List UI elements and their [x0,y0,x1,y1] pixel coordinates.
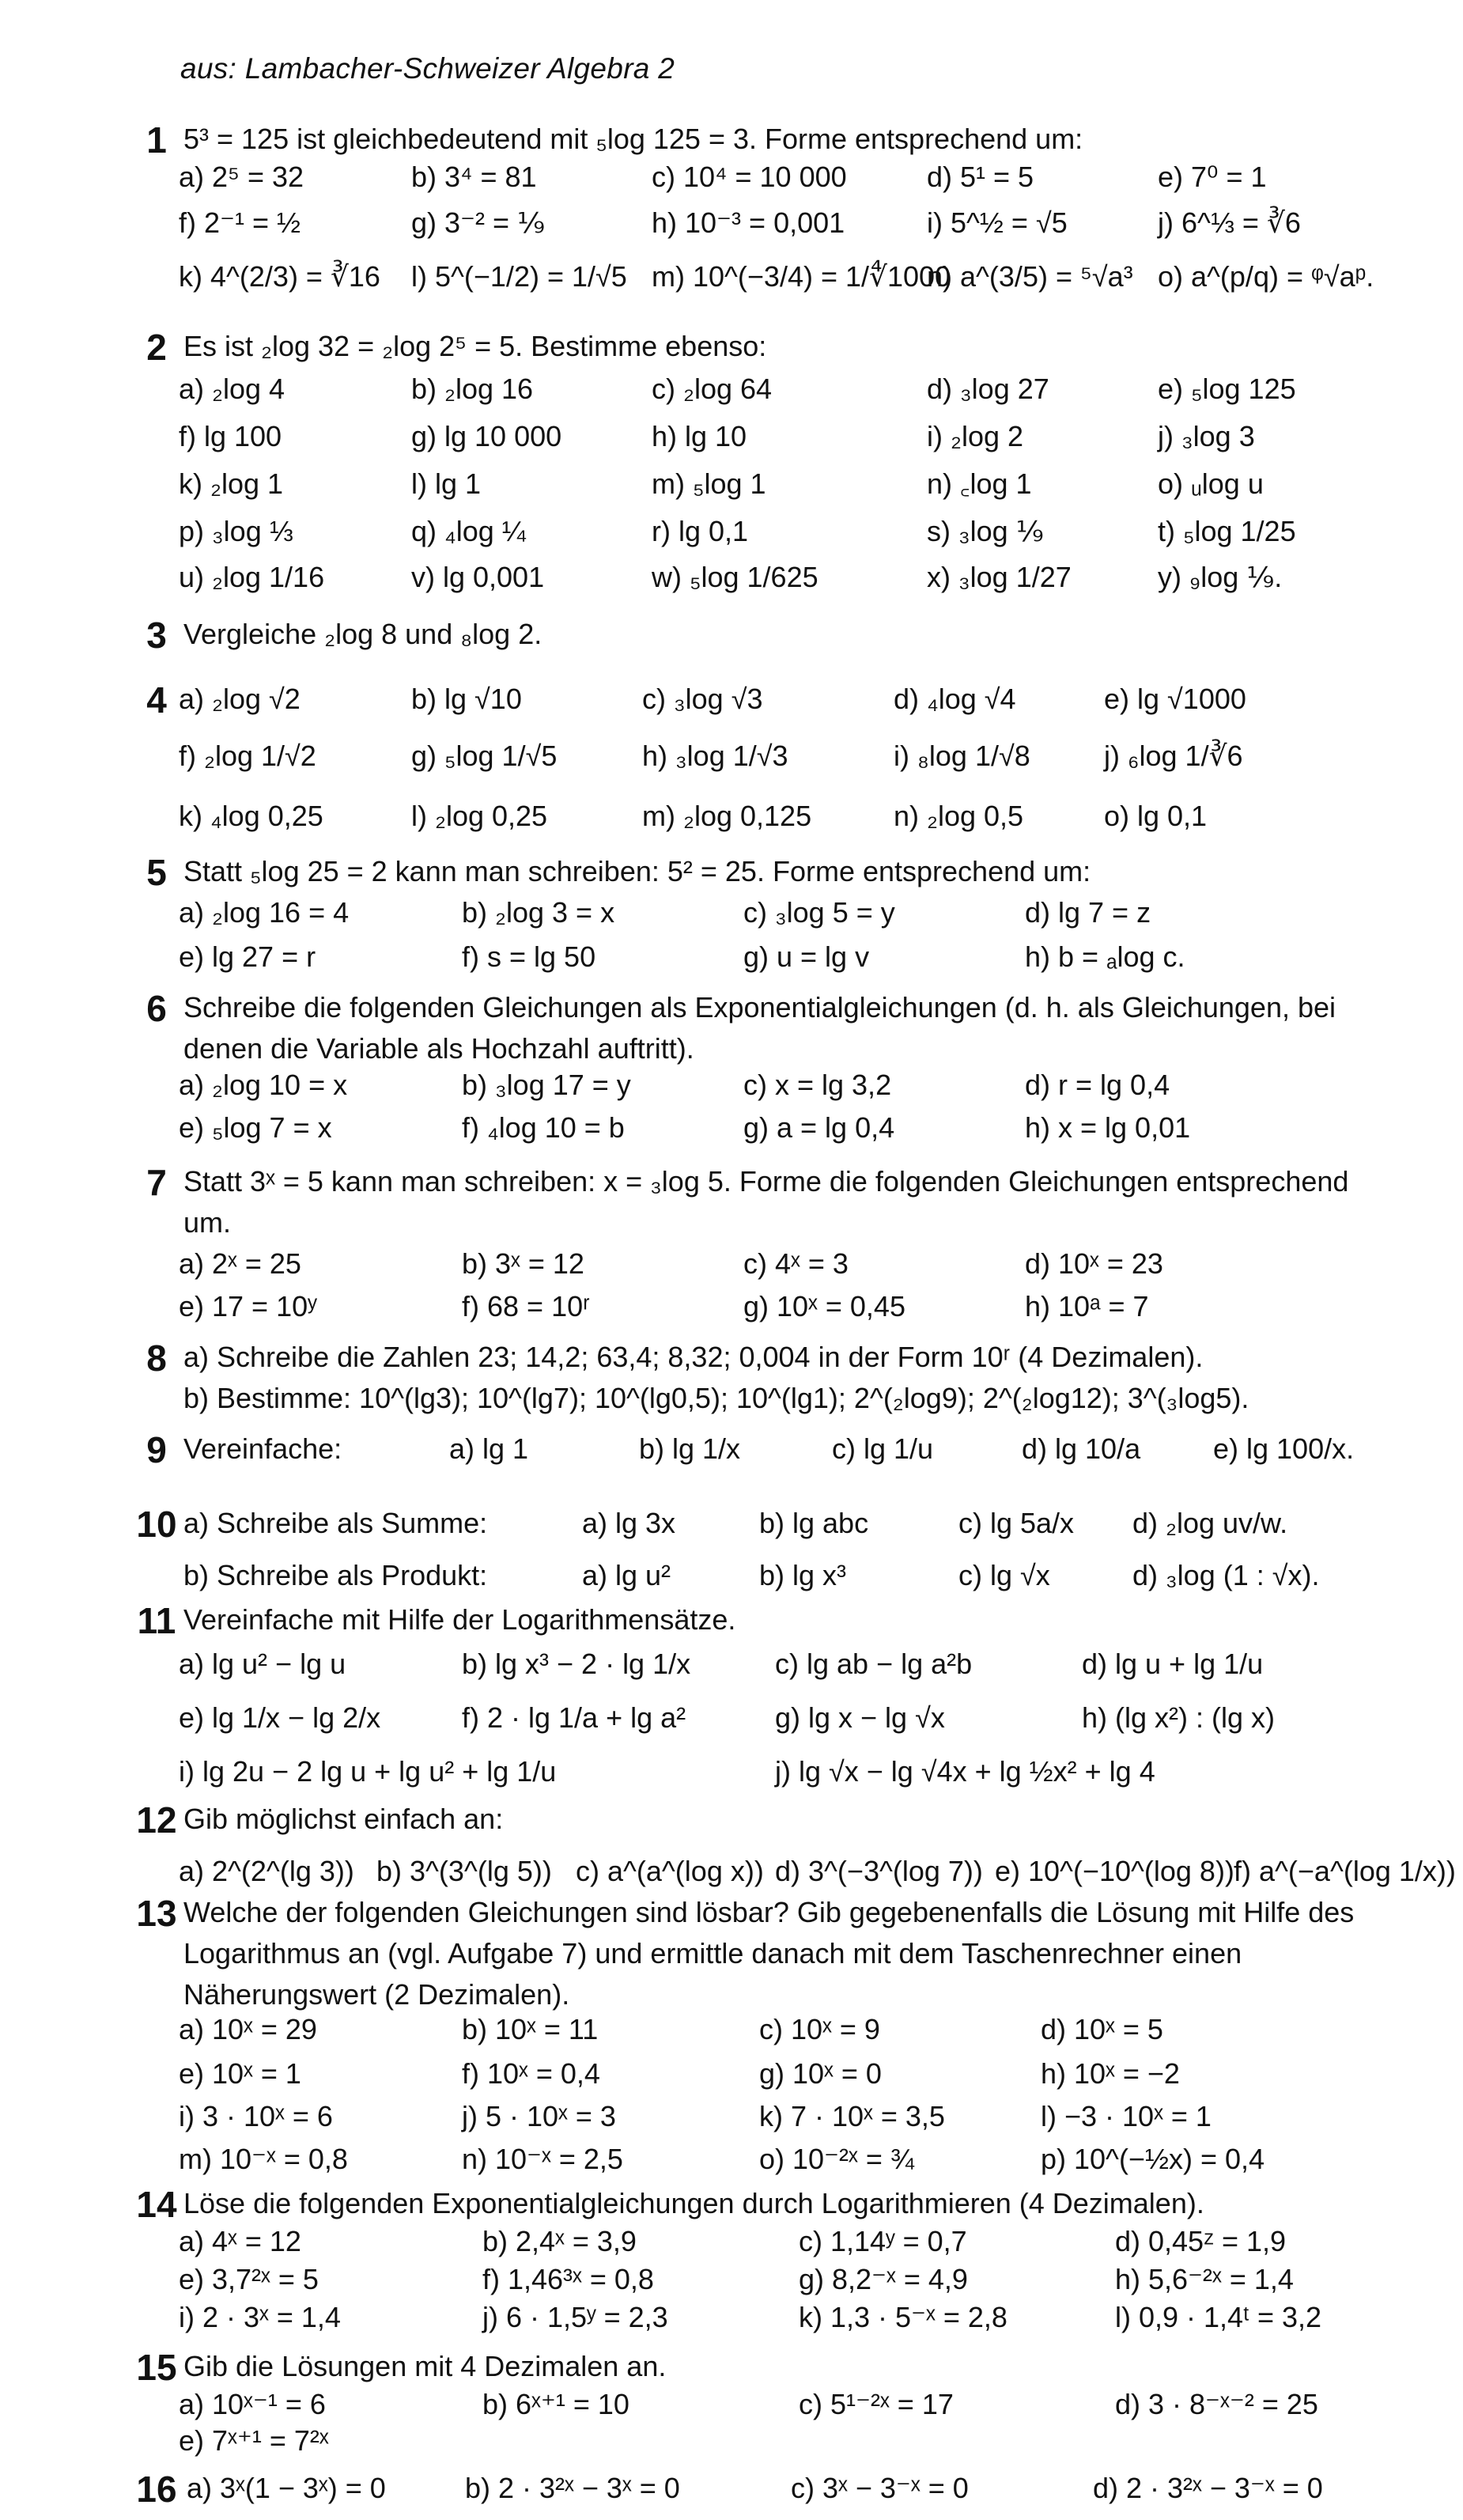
exercise-statement: Vergleiche ₂log 8 und ₈log 2. [183,618,542,650]
item: g) lg 10 000 [411,420,562,452]
item: m) ₂log 0,125 [642,800,812,832]
item: f) 10ˣ = 0,4 [462,2057,600,2090]
item: e) 7ˣ⁺¹ = 7²ˣ [179,2424,329,2457]
item: f) a^(−a^(log 1/x)) [1234,1855,1456,1887]
item: k) 1,3 · 5⁻ˣ = 2,8 [799,2301,1007,2333]
exercise-statement: Löse die folgenden Exponentialgleichungen durch Logarithmieren (4 Dezimalen). [183,2187,1204,2219]
item: h) 10ᵃ = 7 [1025,1290,1149,1322]
item: d) 0,45ᶻ = 1,9 [1115,2225,1287,2257]
item: h) (lg x²) : (lg x) [1082,1701,1276,1734]
item: c) a^(a^(log x)) [576,1855,764,1887]
item: d) 3 · 8⁻ˣ⁻² = 25 [1115,2388,1318,2420]
item: g) a = lg 0,4 [743,1111,895,1144]
item: d) lg 10/a [1022,1432,1141,1465]
item: e) lg 1/x − lg 2/x [179,1701,381,1734]
item: e) ₅log 7 = x [179,1111,332,1144]
exercise-number: 1 [146,119,167,161]
exercise-number: 11 [137,1600,176,1641]
item: t) ₅log 1/25 [1158,515,1296,547]
item: w) ₅log 1/625 [652,561,818,593]
exercise-number: 10 [136,1504,177,1545]
item: p) ₃log ⅓ [179,515,293,547]
item: a) 10ˣ = 29 [179,2013,317,2045]
item: d) ₄log √4 [894,683,1016,715]
exercise-number: 9 [146,1429,167,1470]
item: g) 3⁻² = ⅑ [411,206,545,239]
item: q) ₄log ¼ [411,515,526,547]
exercise-statement: Vereinfache: [183,1432,342,1465]
item: x) ₃log 1/27 [927,561,1072,593]
exercise-statement: Gib möglichst einfach an: [183,1803,504,1835]
item: f) lg 100 [179,420,282,452]
item: d) r = lg 0,4 [1025,1069,1170,1101]
item: i) ₂log 2 [927,420,1024,452]
exercise-statement-b: b) Bestimme: 10^(lg3); 10^(lg7); 10^(lg0,5); 10^(lg1); 2^(₂log9); 2^(₂log12); 3^(₃log5). [183,1382,1249,1414]
item: i) 5^½ = √5 [927,206,1068,239]
item: b) 2 · 3²ˣ − 3ˣ = 0 [465,2472,680,2504]
item: h) ₃log 1/√3 [642,740,788,772]
item: h) 10ˣ = −2 [1041,2057,1180,2090]
item: a) 2⁵ = 32 [179,161,304,193]
item: j) ₃log 3 [1158,420,1255,452]
item: l) 5^(−1/2) = 1/√5 [411,260,627,293]
item: b) lg x³ − 2 · lg 1/x [462,1648,691,1680]
item: h) lg 10 [652,420,747,452]
exercise-number: 4 [146,679,167,721]
item: a) lg u² − lg u [179,1648,346,1680]
item: y) ₉log ⅑. [1158,561,1283,593]
item: v) lg 0,001 [411,561,545,593]
item: c) 1,14ʸ = 0,7 [799,2225,967,2257]
item: f) ₂log 1/√2 [179,740,316,772]
item: n) a^(3/5) = ⁵√a³ [927,260,1133,293]
item: o) 10⁻²ˣ = ¾ [759,2143,914,2175]
exercise-statement: Schreibe die folgenden Gleichungen als Exponentialgleichungen (d. h. als Gleichungen, bei denen die Variable als Hochzahl auftritt). [183,991,1336,1065]
item: g) ₅log 1/√5 [411,740,558,772]
item: g) 10ˣ = 0,45 [743,1290,905,1322]
exercise-number: 6 [146,988,167,1029]
item: e) 7⁰ = 1 [1158,161,1267,193]
item: a) ₂log √2 [179,683,301,715]
item: f) 2 · lg 1/a + lg a² [462,1701,686,1734]
item: d) 10ˣ = 23 [1025,1247,1163,1280]
item: c) 4ˣ = 3 [743,1247,849,1280]
item: h) x = lg 0,01 [1025,1111,1191,1144]
item: d) 5¹ = 5 [927,161,1034,193]
item: c) 10ˣ = 9 [759,2013,880,2045]
item: n) ꜀log 1 [927,467,1032,500]
item: d) 10ˣ = 5 [1041,2013,1163,2045]
item: e) lg √1000 [1104,683,1246,715]
item: i) 2 · 3ˣ = 1,4 [179,2301,341,2333]
exercise-number: 13 [136,1893,177,1934]
item: j) ₆log 1/∛6 [1104,740,1243,772]
item: e) 10^(−10^(log 8)) [995,1855,1234,1887]
item: r) lg 0,1 [652,515,749,547]
item: l) lg 1 [411,467,482,500]
item: f) 68 = 10ʳ [462,1290,590,1322]
item: j) lg √x − lg √4x + lg ½x² + lg 4 [775,1755,1155,1788]
item: m) 10⁻ˣ = 0,8 [179,2143,348,2175]
item: b) 10ˣ = 11 [462,2013,599,2045]
item: i) 3 · 10ˣ = 6 [179,2100,333,2132]
item: b) ₃log 17 = y [462,1069,631,1101]
item: g) 10ˣ = 0 [759,2057,882,2090]
item: c) ₂log 64 [652,373,773,405]
item: g) 8,2⁻ˣ = 4,9 [799,2263,968,2295]
item: o) ᵤlog u [1158,467,1264,500]
item: b) ₂log 16 [411,373,534,405]
item: b) lg abc [759,1507,869,1539]
item: d) ₃log 27 [927,373,1049,405]
item: k) ₂log 1 [179,467,284,500]
item: b) ₂log 3 = x [462,896,615,929]
item: a) ₂log 10 = x [179,1069,348,1101]
item: b) 3⁴ = 81 [411,161,537,193]
item: h) 10⁻³ = 0,001 [652,206,845,239]
item: a) lg 1 [449,1432,529,1465]
item: j) 5 · 10ˣ = 3 [462,2100,616,2132]
item: k) 4^(2/3) = ∛16 [179,260,380,293]
exercise-statement: 5³ = 125 ist gleichbedeutend mit ₅log 125 = 3. Forme entsprechend um: [183,123,1083,155]
item: a) lg u² [582,1559,671,1591]
item: c) lg ab − lg a²b [775,1648,973,1680]
item: a) 10ˣ⁻¹ = 6 [179,2388,326,2420]
item: e) 10ˣ = 1 [179,2057,301,2090]
exercise-statement-b: b) Schreibe als Produkt: [183,1559,488,1591]
exercise-number: 8 [146,1338,167,1379]
item: a) 2^(2^(lg 3)) [179,1855,354,1887]
item: d) lg 7 = z [1025,896,1151,929]
item: i) ₈log 1/√8 [894,740,1030,772]
exercise-number: 12 [136,1799,177,1841]
exercise-statement: a) Schreibe als Summe: [183,1507,488,1539]
item: b) lg x³ [759,1559,847,1591]
item: b) 3^(3^(lg 5)) [376,1855,552,1887]
item: o) lg 0,1 [1104,800,1208,832]
item: h) b = ₐlog c. [1025,940,1185,973]
exercise-statement: Welche der folgenden Gleichungen sind lösbar? Gib gegebenenfalls die Lösung mit Hilfe des Logarithmus an (vgl. Aufgabe 7) und ermittle danach mit dem Taschenrechner einen Näherungswert (2 Dezimalen). [183,1896,1355,2011]
exercise-statement: Gib die Lösungen mit 4 Dezimalen an. [183,2350,667,2382]
item: a) 2ˣ = 25 [179,1247,301,1280]
item: g) u = lg v [743,940,870,973]
item: i) lg 2u − 2 lg u + lg u² + lg 1/u [179,1755,557,1788]
source-caption: aus: Lambacher-Schweizer Algebra 2 [180,52,675,85]
item: f) s = lg 50 [462,940,596,973]
item: m) 10^(−3/4) = 1/∜1000 [652,260,951,293]
item: d) ₃log (1 : √x). [1132,1559,1320,1591]
item: n) 10⁻ˣ = 2,5 [462,2143,623,2175]
item: c) 5¹⁻²ˣ = 17 [799,2388,954,2420]
item: m) ₅log 1 [652,467,766,500]
item: b) lg 1/x [639,1432,741,1465]
exercise-statement: Statt 3ˣ = 5 kann man schreiben: x = ₃log 5. Forme die folgenden Gleichungen entsprechend um. [183,1165,1349,1239]
item: g) lg x − lg √x [775,1701,945,1734]
item: c) 3ˣ − 3⁻ˣ = 0 [791,2472,969,2504]
item: d) 2 · 3²ˣ − 3⁻ˣ = 0 [1093,2472,1323,2504]
item: d) ₂log uv/w. [1132,1507,1288,1539]
exercise-number: 5 [146,852,167,893]
item: l) ₂log 0,25 [411,800,548,832]
item: c) ₃log 5 = y [743,896,895,929]
item: e) ₅log 125 [1158,373,1296,405]
item: d) 3^(−3^(log 7)) [775,1855,983,1887]
item: j) 6^⅓ = ∛6 [1158,206,1301,239]
item: j) 6 · 1,5ʸ = 2,3 [482,2301,668,2333]
item: a) ₂log 16 = 4 [179,896,350,929]
item: a) lg 3x [582,1507,676,1539]
item: l) −3 · 10ˣ = 1 [1041,2100,1212,2132]
item: c) 10⁴ = 10 000 [652,161,847,193]
exercise-number: 15 [136,2347,177,2388]
item: c) lg 1/u [832,1432,934,1465]
exercise-number: 3 [146,615,167,656]
item: u) ₂log 1/16 [179,561,325,593]
item: c) x = lg 3,2 [743,1069,892,1101]
item: e) 17 = 10ʸ [179,1290,317,1322]
item: a) ₂log 4 [179,373,285,405]
exercise-statement: Vereinfache mit Hilfe der Logarithmensätze. [183,1603,736,1636]
exercise-number: 2 [146,327,167,368]
item: f) 2⁻¹ = ½ [179,206,301,239]
exercise-statement: a) Schreibe die Zahlen 23; 14,2; 63,4; 8,32; 0,004 in der Form 10ʳ (4 Dezimalen). [183,1341,1204,1373]
item: c) lg √x [958,1559,1050,1591]
item: n) ₂log 0,5 [894,800,1024,832]
item: c) ₃log √3 [642,683,763,715]
item: b) 6ˣ⁺¹ = 10 [482,2388,629,2420]
item: e) 3,7²ˣ = 5 [179,2263,319,2295]
item: l) 0,9 · 1,4ᵗ = 3,2 [1115,2301,1322,2333]
item: p) 10^(−½x) = 0,4 [1041,2143,1265,2175]
item: d) lg u + lg 1/u [1082,1648,1264,1680]
item: c) lg 5a/x [958,1507,1075,1539]
item: f) ₄log 10 = b [462,1111,625,1144]
item: b) 2,4ˣ = 3,9 [482,2225,637,2257]
item: s) ₃log ⅑ [927,515,1044,547]
item: e) lg 27 = r [179,940,316,973]
exercise-statement: Statt ₅log 25 = 2 kann man schreiben: 5² = 25. Forme entsprechend um: [183,855,1091,887]
item: a) 4ˣ = 12 [179,2225,301,2257]
exercise-number: 14 [136,2184,177,2225]
item: e) lg 100/x. [1213,1432,1355,1465]
exercise-statement: Es ist ₂log 32 = ₂log 2⁵ = 5. Bestimme ebenso: [183,330,767,362]
exercise-number: 7 [146,1162,167,1203]
item: k) ₄log 0,25 [179,800,323,832]
item: b) 3ˣ = 12 [462,1247,584,1280]
item: b) lg √10 [411,683,522,715]
item: h) 5,6⁻²ˣ = 1,4 [1115,2263,1294,2295]
item: a) 3ˣ(1 − 3ˣ) = 0 [187,2472,386,2504]
exercise-number: 16 [136,2469,177,2510]
item: f) 1,46³ˣ = 0,8 [482,2263,654,2295]
item: k) 7 · 10ˣ = 3,5 [759,2100,945,2132]
item: o) a^(p/q) = ᵠ√aᵖ. [1158,260,1374,293]
